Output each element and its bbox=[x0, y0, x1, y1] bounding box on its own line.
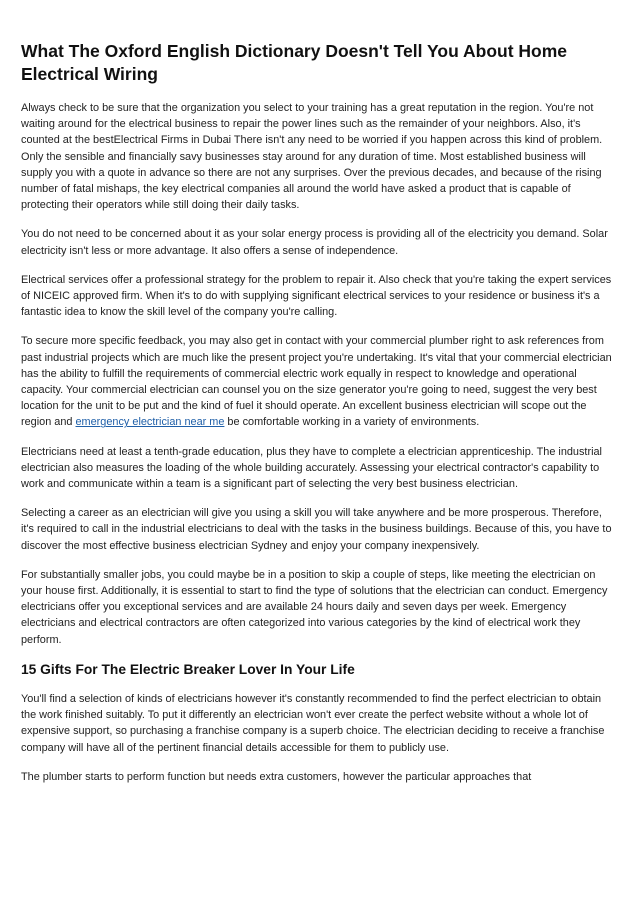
paragraph: Electricians need at least a tenth-grade education, plus they have to complete a electrician apprenticeship. The industrial electrician also measures the loading of the whole building accurately. Assessing your electrical contractor's capability to work and communicate within a team is a significant part of selecting the very best business electrician. bbox=[21, 445, 602, 491]
paragraph: For substantially smaller jobs, you could maybe be in a position to skip a couple of steps, like meeting the electrician on your house first. Additionally, it is essential to start to find the type of solutions that the electrician can conduct. Emergency electricians offer you exceptional services and are available 24 hours daily and seven days per week. Emergency electricians and electrical contractors are often categorized into various categories by the kind of electrical work they perform. bbox=[21, 568, 608, 646]
document-page bbox=[21, 40, 617, 798]
paragraph: Always check to be sure that the organization you select to your training has a great reputation in the region. You're not waiting around for the electrical business to repair the power lines such as the remainder of your neighbors. Also, it's counted at the bestElectrical Firms in Dubai There isn't any need to be worried if you happen across this kind of problem. Only the sensible and financially savy businesses stay around for any duration of time. Most established business will supply you with a quote in advance so there are not any surprises. Over the previous decades, and because of the rising number of fatal mishaps, the key electrical companies all around the world have asked a product that is capable of protecting their operators while still doing their daily tasks. bbox=[21, 102, 603, 212]
paragraph: You do not need to be concerned about it as your solar energy process is providing all of the electricity you demand. Solar electricity isn't less or more advantage. It also offers a sense of independence. bbox=[21, 228, 608, 257]
section-heading: 15 Gifts For The Electric Breaker Lover In Your Life bbox=[21, 661, 355, 677]
document-title: What The Oxford English Dictionary Doesn't Tell You About Home Electrical Wiring bbox=[21, 41, 568, 84]
paragraph: Electrical services offer a professional strategy for the problem to repair it. Also check that you're taking the expert services of NICEIC approved firm. When it's to do with supplying significant electrical services to your residence or business it's a fantastic idea to know the skill level of the company you're calling. bbox=[21, 273, 612, 319]
paragraph: Selecting a career as an electrician will give you using a skill you will take anywhere and be more prosperous. Therefore, it's required to call in the industrial electricians to deal with the tasks in the business buildings. Because of this, you have to discover the most effective business electrician Sydney and enjoy your company inexpensively. bbox=[21, 507, 612, 552]
paragraph: The plumber starts to perform function but needs extra customers, however the particular approaches that bbox=[21, 770, 532, 783]
emergency-electrician-link[interactable]: emergency electrician near me bbox=[75, 416, 225, 429]
paragraph: You'll find a selection of kinds of electricians however it's constantly recommended to find the perfect electrician to obtain the work finished suitably. To put it differently an electrician won't ever create the perfect website without a whole lot of expensive support, so purchasing a franchise company is a superb choice. The electrician deciding to receive a franchise company will have all of the pertinent financial details accessible for them to publicly use. bbox=[21, 692, 605, 754]
paragraph-text: be comfortable working in a variety of environments. bbox=[224, 416, 480, 429]
paragraph-text: To secure more specific feedback, you may also get in contact with your commercial plumber right to ask references from past industrial projects which are much like the present project you're undertaking. It's vital that your commercial electrician has the ability to fulfill the requirements of commercial electric work equally in respect to knowledge and operational capacity. Your commercial electrician can counsel you on the size generator you're going to need, suggest the very best location for the unit to be put and the kind of fuel it should operate. An excellent business electrician will scope out the region and bbox=[21, 335, 612, 429]
paragraph-with-link bbox=[21, 333, 617, 430]
